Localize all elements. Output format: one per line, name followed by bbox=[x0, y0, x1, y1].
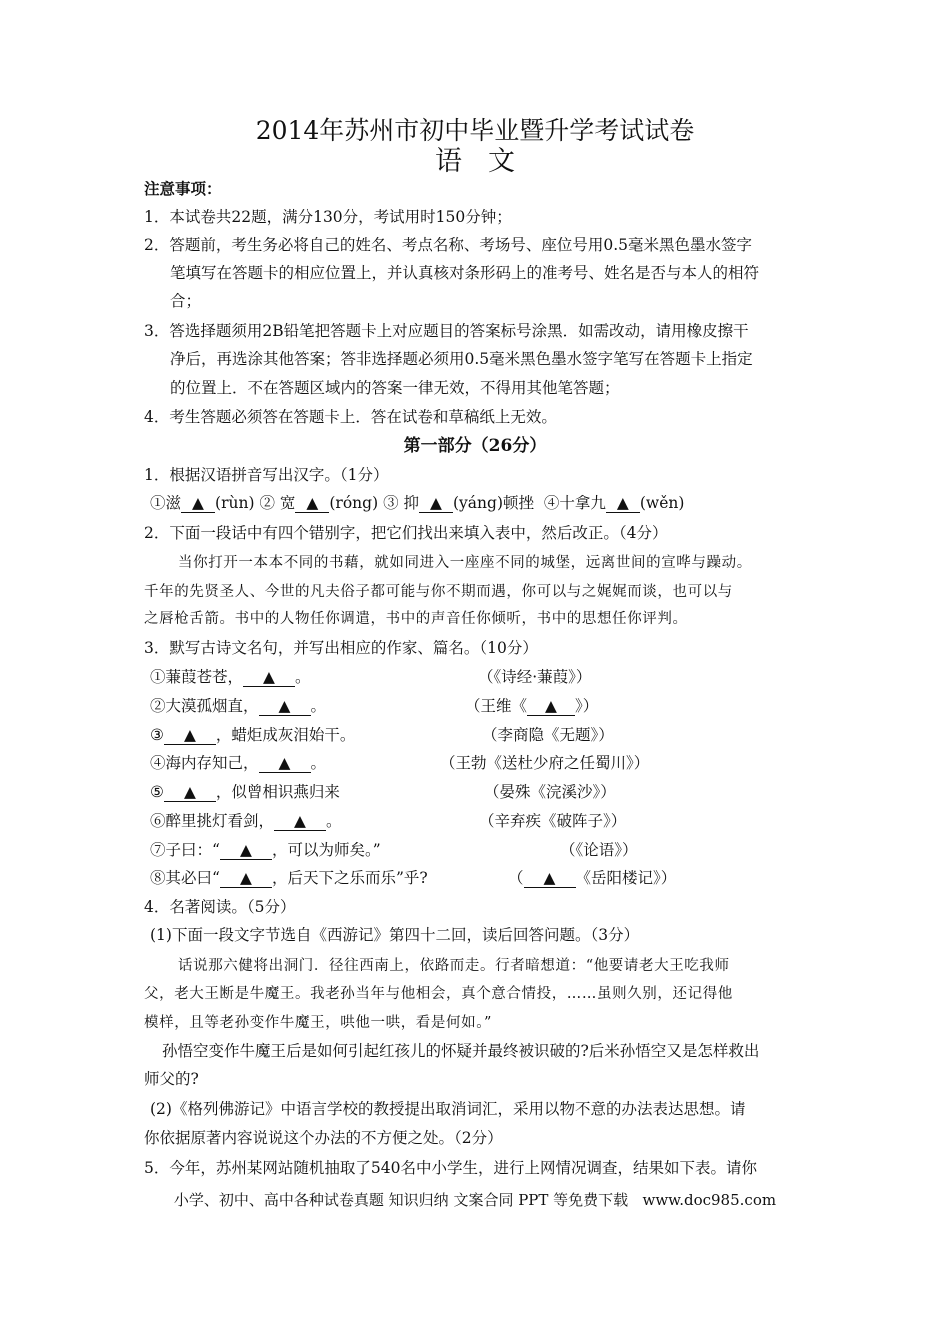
notice-line: 净后，再选涂其他答案；答非选择题必须用0.5毫米黑色墨水签字笔写在答题卡上指定 bbox=[170, 350, 753, 368]
notice-line: 合； bbox=[170, 292, 202, 310]
question-3-source: （王勃《送杜少府之任蜀川》） bbox=[440, 754, 650, 772]
question-3-source: （ ▲ 《岳阳楼记》） bbox=[508, 869, 677, 887]
notice-line: 笔填写在答题卡的相应位置上，并认真核对条形码上的准考号、姓名是否与本人的相符 bbox=[170, 264, 760, 282]
question-4-sub2-line: (2)《格列佛游记》中语言学校的教授提出取消词汇，采用以物不意的办法表达思想。请 bbox=[150, 1100, 746, 1118]
question-3-source: （《诗经·蒹葭》） bbox=[478, 668, 592, 686]
question-2-passage-line: 之唇枪舌箭。书中的人物任你调遣，书中的声音任你倾听，书中的思想任你评判。 bbox=[144, 611, 688, 627]
question-4-passage-line: 话说那六健将出洞门．径往西南上，依路而走。行者暗想道：“他要请老大王吃我师 bbox=[178, 958, 730, 974]
answer-blank: ▲ bbox=[606, 496, 640, 513]
question-4-question-line: 师父的? bbox=[144, 1070, 199, 1088]
question-4-passage-line: 模样，且等老孙变作牛魔王，哄他一哄，看是何如。” bbox=[144, 1015, 493, 1031]
question-3-item: ⑧其必曰“ ▲ ，后天下之乐而乐”乎? bbox=[150, 869, 428, 887]
question-1-stem: 1．根据汉语拼音写出汉字。（1分） bbox=[144, 466, 389, 484]
question-3-source: （王维《 ▲ 》） bbox=[465, 697, 599, 715]
question-2-passage-line: 当你打开一本本不同的书藉，就如同进入一座座不同的城堡，远离世间的宣哗与躁动。 bbox=[178, 555, 752, 571]
question-3-item: ⑤ ▲ ，似曾相识燕归来 bbox=[150, 783, 340, 801]
answer-blank: ▲ bbox=[243, 670, 295, 687]
answer-blank: ▲ bbox=[181, 496, 215, 513]
question-3-item: ①蒹葭苍苍， ▲ 。 bbox=[150, 668, 311, 686]
question-4-question-line: 孙悟空变作牛魔王后是如何引起红孩儿的怀疑并最终被识破的?后米孙悟空又是怎样救出 bbox=[162, 1042, 760, 1060]
answer-blank: ▲ bbox=[527, 699, 575, 716]
notice-line: 3．答选择题须用2B铅笔把答题卡上对应题目的答案标号涂黑．如需改动，请用橡皮擦干 bbox=[144, 322, 749, 340]
answer-blank: ▲ bbox=[524, 871, 576, 888]
question-3-item: ④海内存知己， ▲ 。 bbox=[150, 754, 327, 772]
answer-blank: ▲ bbox=[259, 699, 311, 716]
answer-blank: ▲ bbox=[164, 785, 216, 802]
question-5-stem: 5．今年，苏州某网站随机抽取了540名中小学生，进行上网情况调查，结果如下表。请你 bbox=[144, 1159, 757, 1177]
question-4-sub1: (1)下面一段文字节选自《西游记》第四十二回，读后回答问题。（3分） bbox=[150, 926, 640, 944]
question-3-stem: 3．默写古诗文名句，并写出相应的作家、篇名。（10分） bbox=[144, 639, 538, 657]
notice-heading: 注意事项： bbox=[144, 179, 222, 198]
answer-blank: ▲ bbox=[274, 814, 326, 831]
question-4-passage-line: 父，老大王断是牛魔王。我老孙当年与他相会，真个意合情投，……虽则久别，还记得他 bbox=[144, 986, 733, 1002]
answer-blank: ▲ bbox=[419, 496, 453, 513]
answer-blank: ▲ bbox=[220, 843, 272, 860]
question-3-item: ②大漠孤烟直， ▲ 。 bbox=[150, 697, 327, 715]
question-3-source: （辛弃疾《破阵子》） bbox=[479, 812, 627, 830]
page-footer: 小学、初中、高中各种试卷真题 知识归纳 文案合同 PPT 等免费下载 www.doc985.com bbox=[173, 1191, 777, 1209]
question-4-sub2-line: 你依据原著内容说说这个办法的不方便之处。（2分） bbox=[144, 1129, 503, 1147]
question-3-source: （李商隐《无题》） bbox=[482, 726, 614, 744]
exam-title: 2014年苏州市初中毕业暨升学考试试卷 bbox=[255, 116, 695, 145]
answer-blank: ▲ bbox=[164, 728, 216, 745]
answer-blank: ▲ bbox=[259, 756, 311, 773]
question-3-item: ⑦子曰：“ ▲ ，可以为师矣。” bbox=[150, 841, 381, 859]
notice-line: 1．本试卷共22题，满分130分，考试用时150分钟； bbox=[144, 208, 512, 226]
notice-line: 2．答题前，考生务必将自己的姓名、考点名称、考场号、座位号用0.5毫米黑色墨水签字 bbox=[144, 236, 753, 254]
question-1-items: ①滋 ▲ (rùn) ② 宽 ▲ (róng) ③ 抑 ▲ (yáng)顿挫 ④十拿九 ▲ (wěn) bbox=[150, 494, 685, 512]
answer-blank: ▲ bbox=[295, 496, 329, 513]
subject-title: 语文 bbox=[435, 146, 541, 177]
question-4-stem: 4．名著阅读。（5分） bbox=[144, 898, 296, 916]
question-2-stem: 2．下面一段话中有四个错别字，把它们找出来填入表中，然后改正。（4分） bbox=[144, 524, 668, 542]
question-3-source: （晏殊《浣溪沙》） bbox=[484, 783, 616, 801]
question-3-item: ⑥醉里挑灯看剑， ▲ 。 bbox=[150, 812, 342, 830]
question-3-source: （《论语》） bbox=[560, 841, 638, 859]
answer-blank: ▲ bbox=[220, 871, 272, 888]
notice-line: 4．考生答题必须答在答题卡上．答在试卷和草稿纸上无效。 bbox=[144, 408, 557, 426]
section-title: 第一部分（26分） bbox=[403, 436, 547, 456]
notice-line: 的位置上．不在答题区域内的答案一律无效，不得用其他笔答题； bbox=[170, 379, 620, 397]
question-3-item: ③ ▲ ，蜡炬成灰泪始干。 bbox=[150, 726, 356, 744]
question-2-passage-line: 千年的先贤圣人、今世的凡夫俗子都可能与你不期而遇，你可以与之娓娓而谈，也可以与 bbox=[144, 584, 733, 600]
